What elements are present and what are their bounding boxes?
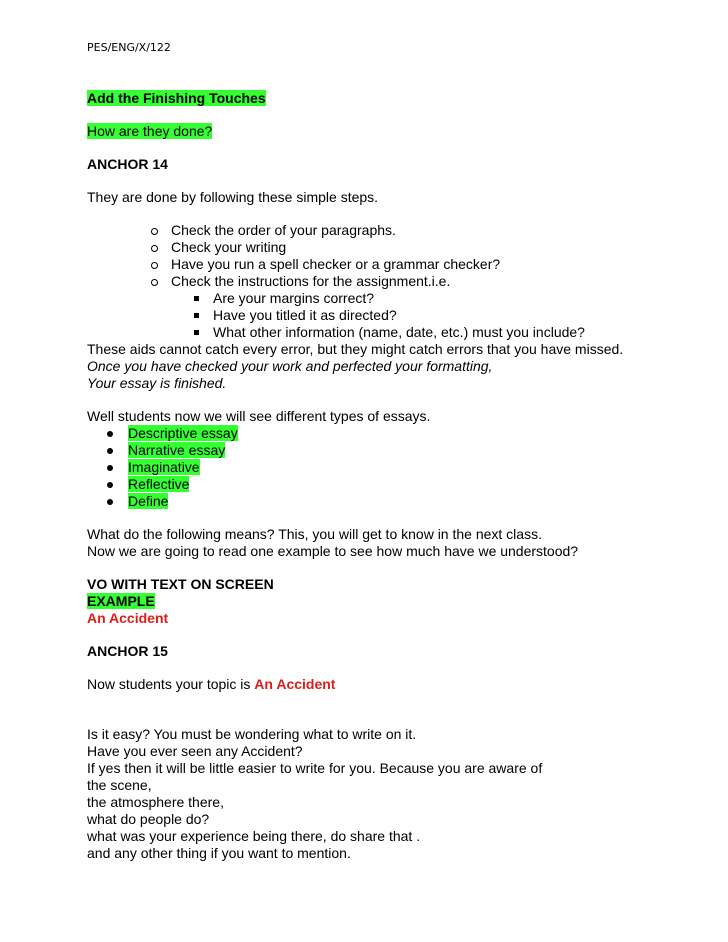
- substep-item: Have you titled it as directed?: [213, 307, 397, 323]
- bullet-icon: [107, 482, 113, 488]
- essay-type-item: Imaginative: [128, 459, 200, 475]
- square-bullet-icon: [194, 296, 199, 301]
- bullet-icon: [107, 465, 113, 471]
- body-line: what was your experience being there, do share that .: [87, 828, 421, 844]
- topic-line: Now students your topic is An Accident: [87, 676, 336, 692]
- example-heading: EXAMPLE: [87, 593, 155, 609]
- steps-intro: They are done by following these simple steps.: [87, 189, 379, 205]
- essays-intro: Well students now we will see different types of essays.: [87, 408, 431, 424]
- circle-bullet-icon: [151, 228, 158, 235]
- circle-bullet-icon: [151, 245, 158, 252]
- italic-note-2: Your essay is finished.: [87, 375, 227, 391]
- document-code: PES/ENG/X/122: [87, 41, 171, 54]
- body-line: Have you ever seen any Accident?: [87, 743, 303, 759]
- question-line-2: Now we are going to read one example to see how much have we understood?: [87, 543, 579, 559]
- body-line: the scene,: [87, 777, 152, 793]
- square-bullet-icon: [194, 330, 199, 335]
- bullet-icon: [107, 499, 113, 505]
- bullet-icon: [107, 448, 113, 454]
- topic-name: An Accident: [254, 676, 336, 692]
- body-line: If yes then it will be little easier to write for you. Because you are aware of: [87, 760, 543, 776]
- anchor-15: ANCHOR 15: [87, 643, 168, 659]
- section-question: How are they done?: [87, 123, 213, 139]
- section-title: Add the Finishing Touches: [87, 90, 266, 106]
- question-line-1: What do the following means? This, you will get to know in the next class.: [87, 526, 542, 542]
- body-line: and any other thing if you want to mention.: [87, 845, 351, 861]
- italic-note-1: Once you have checked your work and perfected your formatting,: [87, 358, 493, 374]
- anchor-14: ANCHOR 14: [87, 156, 168, 172]
- step-item: Check the order of your paragraphs.: [171, 222, 396, 238]
- essay-type-item: Reflective: [128, 476, 190, 492]
- substep-item: What other information (name, date, etc.) must you include?: [213, 324, 585, 340]
- circle-bullet-icon: [151, 262, 158, 269]
- step-item: Check the instructions for the assignment.i.e.: [171, 273, 451, 289]
- circle-bullet-icon: [151, 279, 158, 286]
- essay-type-item: Define: [128, 493, 169, 509]
- body-line: Is it easy? You must be wondering what to write on it.: [87, 726, 417, 742]
- body-line: the atmosphere there,: [87, 794, 224, 810]
- square-bullet-icon: [194, 313, 199, 318]
- step-item: Have you run a spell checker or a grammar checker?: [171, 256, 501, 272]
- bullet-icon: [107, 431, 113, 437]
- step-item: Check your writing: [171, 239, 287, 255]
- aids-note: These aids cannot catch every error, but they might catch errors that you have missed.: [87, 341, 624, 357]
- vo-heading: VO WITH TEXT ON SCREEN: [87, 576, 274, 592]
- substep-item: Are your margins correct?: [213, 290, 375, 306]
- body-line: what do people do?: [87, 811, 210, 827]
- essay-type-item: Descriptive essay: [128, 425, 238, 441]
- essay-type-item: Narrative essay: [128, 442, 226, 458]
- example-title: An Accident: [87, 610, 169, 626]
